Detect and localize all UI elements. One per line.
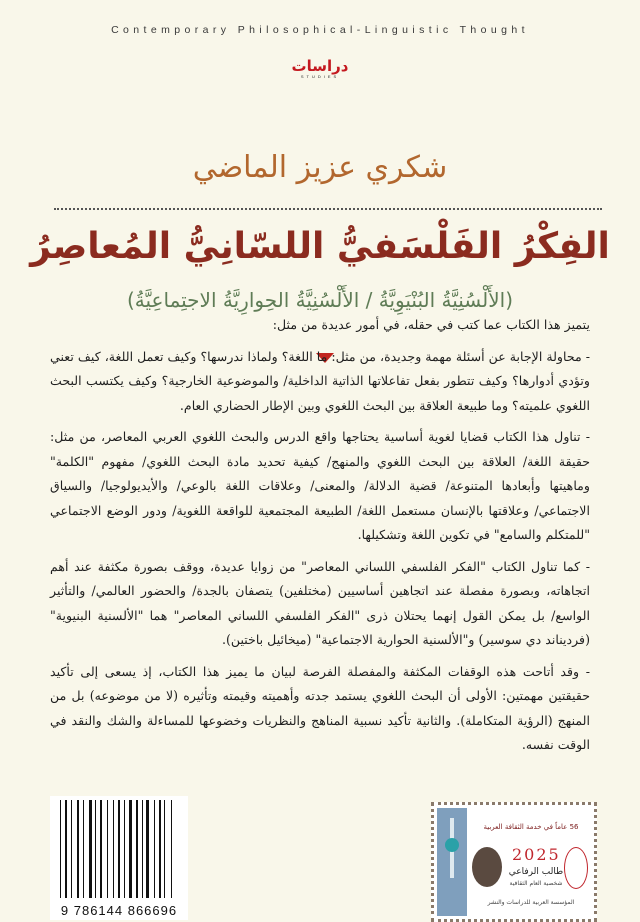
- barcode-bar: [136, 800, 138, 898]
- blurb: [50, 313, 590, 765]
- stamp-top-text: 56 عاماً في خدمة الثقافة العربية: [483, 823, 579, 831]
- english-title: Contemporary Philosophical-Linguistic Thought: [111, 24, 529, 36]
- barcode-bar: [95, 800, 96, 898]
- kuwait-towers-image: [437, 808, 467, 916]
- barcode-bar: [73, 800, 76, 898]
- barcode-bar: [65, 800, 67, 898]
- blurb-paragraph: - وقد أتاحت هذه الوقفات المكثفة والمفصلة الفرصة لبيان ما يميز هذا الكتاب، إذ يسعى إلى تأكيد حقيقتين مهمتين: الأولى أن البحث اللغوي يستمد جدته وأهميته وقيمته وتأثيره (لا من موضوعه) بل من المنهج (الرؤية المتكاملة). والثانية تأكيد نسبية المناهج والنظريات وخضوعها للمساءلة والشك والنقد في الوقت نفسه.: [50, 663, 590, 752]
- barcode-bar: [151, 800, 153, 898]
- book-subtitle: (الأَلْسُنِيَّةُ البُنْيَوِيَّةُ / الأَلْسُنِيَّةُ الحِوارِيَّةُ الاجتِماعِيَّةُ): [127, 288, 513, 312]
- barcode-bar: [60, 800, 61, 898]
- barcode-bar: [134, 800, 135, 898]
- publisher-logo-sub: STUDIES: [300, 74, 340, 79]
- barcode-bar: [116, 800, 117, 898]
- barcode-bar: [77, 800, 79, 898]
- barcode-bar: [124, 800, 125, 898]
- barcode-bar: [167, 800, 170, 898]
- barcode-bar: [171, 800, 172, 898]
- barcode-bar: [103, 800, 105, 898]
- barcode-bar: [63, 800, 64, 898]
- barcode-bar: [85, 800, 87, 898]
- blurb-paragraph: - تناول هذا الكتاب قضايا لغوية أساسية يحتاجها واقع الدرس والبحث اللغوي العربي المعاصر، من مثل: حقيقة اللغة/ العلاقة بين البحث اللغوي والمنهج/ كيفية تحديد مادة البحث اللغوي/ مفهوم "الكلمة" وماهيتها وأبعادها المتنوعة/ قضية الدلالة/ والمعنى/ وعلاقات اللغة بالوعي/ والأيديولوجيا/ والسياق الاجتماعي/ وعلاقتها بالإنسان مستعمل اللغة/ الطبيعة المجتمعية للواقعة اللغوية/ ودور الوضع الاجتماعي "للمتكلم والسامع" في تكوين اللغة وتشكيلها.: [50, 429, 590, 542]
- barcode-bar: [109, 800, 112, 898]
- barcode-bar: [164, 800, 165, 898]
- barcode-bar: [68, 800, 69, 898]
- barcode-bar: [81, 800, 82, 898]
- isbn-barcode: [50, 796, 188, 920]
- book-title: الفِكْرُ الفَلْسَفيُّ اللسّانِيُّ المُعاصِرُ: [30, 226, 610, 267]
- barcode-bar: [139, 800, 140, 898]
- barcode-bar: [162, 800, 163, 898]
- stamp-year: 2025: [512, 845, 561, 864]
- barcode-bar: [156, 800, 157, 898]
- blurb-paragraph: - كما تناول الكتاب "الفكر الفلسفي اللساني المعاصر" من زوايا عديدة، ووقف بصورة مكثفة عند أهم اتجاهاته، وبصورة مفصلة عند اتجاهين أساسيين (مختلفين) يتصفان بالجدة/ والحضور العالمي/ والتأثير الواسع/ بل يمكن القول إنهما يحتلان ذرى "الفكر الفلسفي اللساني المعاصر" هما "الألسنية البنيوية" (فرديناند دي سوسير) و"الألسنية الحوارية الاجتماعية" (ميخائيل باختين).: [50, 558, 590, 647]
- barcode-bar: [146, 800, 149, 898]
- barcode-bar: [93, 800, 94, 898]
- barcode-bar: [113, 800, 114, 898]
- publisher-logo: [0, 58, 640, 79]
- emblem-icon: [564, 847, 588, 889]
- barcode-bar: [126, 800, 128, 898]
- barcode-bar: [89, 800, 92, 898]
- blurb-intro: يتميز هذا الكتاب عما كتب في حقله، في أمور عديدة من مثل:: [272, 317, 590, 332]
- barcode-bar: [98, 800, 99, 898]
- barcode-bar: [142, 800, 143, 898]
- publisher-logo-text: دراسات: [291, 57, 349, 75]
- barcode-bar: [173, 800, 175, 898]
- isbn-number: 9 786144 866696: [60, 903, 178, 918]
- barcode-bar: [83, 800, 84, 898]
- portrait-photo: [472, 847, 502, 887]
- blurb-paragraph: - محاولة الإجابة عن أسئلة مهمة وجديدة، من مثل: ما اللغة؟ ولماذا ندرسها؟ وكيف تعمل اللغة، كيف تعني وتؤدي أدوارها؟ وكيف تتطور بفعل تفاعلاتها الذاتية الداخلية/ والموضوعية الخارجية؟ وكيف يكتسب البحث اللغوي علميته؟ وما طبيعة العلاقة بين البحث اللغوي وبين الإطار الحضاري العام.: [50, 348, 590, 413]
- dotted-divider: [54, 208, 602, 210]
- barcode-bar: [107, 800, 108, 898]
- barcode-bar: [121, 800, 122, 898]
- stamp-name: طالب الرفاعي: [508, 867, 564, 877]
- stamp-footer: المؤسسة العربية للدراسات والنشر: [487, 899, 575, 906]
- barcode-bar: [154, 800, 155, 898]
- barcode-bar: [118, 800, 120, 898]
- author-name: شكري عزيز الماضي: [192, 150, 448, 185]
- stamp-subtitle: شخصية العام الثقافية: [509, 880, 563, 887]
- barcode-bar: [144, 800, 145, 898]
- commemorative-stamp: [431, 802, 597, 922]
- barcode-bar: [100, 800, 102, 898]
- barcode-bar: [71, 800, 72, 898]
- barcode-bars: [60, 800, 180, 898]
- barcode-bar: [159, 800, 161, 898]
- barcode-bar: [129, 800, 132, 898]
